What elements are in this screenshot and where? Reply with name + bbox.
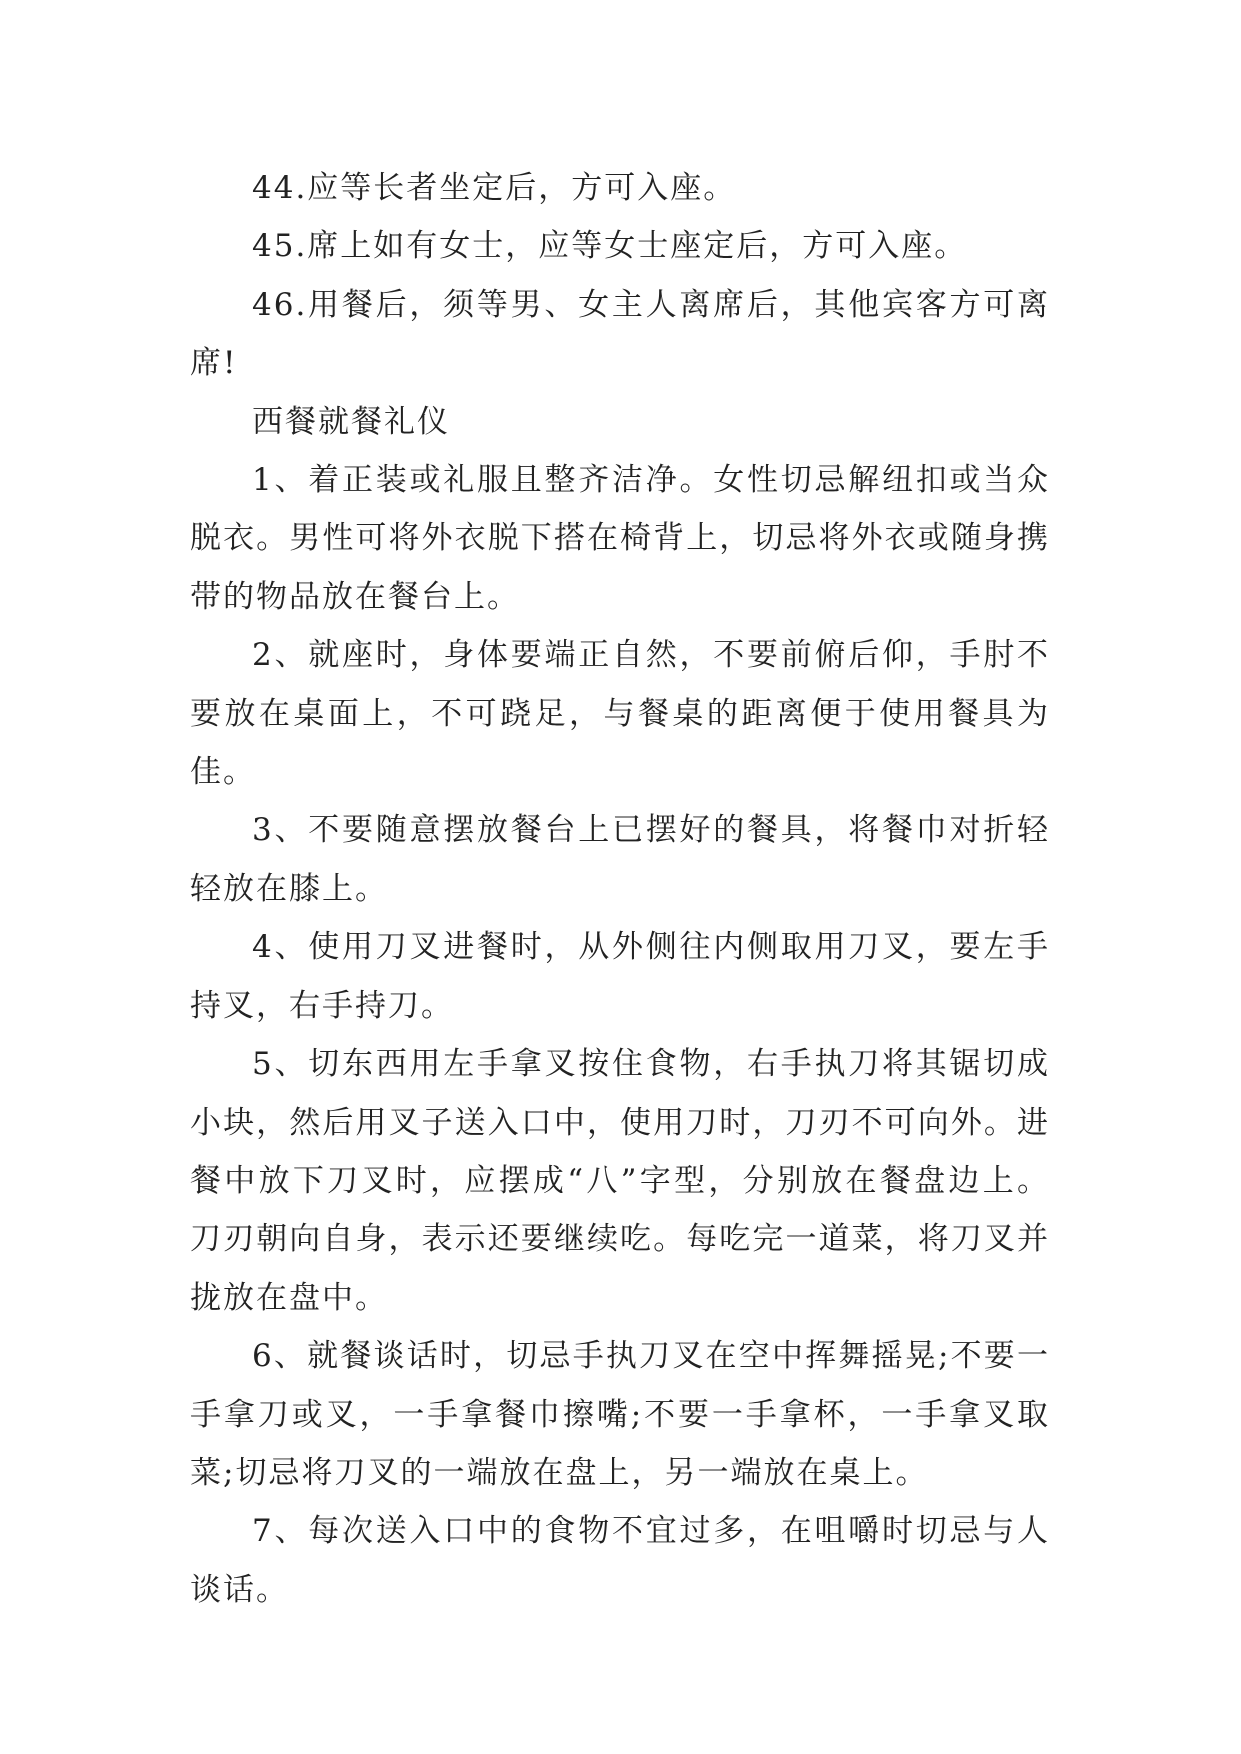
paragraph-3: 3、不要随意摆放餐台上已摆好的餐具，将餐巾对折轻轻放在膝上。: [190, 812, 1050, 907]
paragraph-7: 7、每次送入口中的食物不宜过多，在咀嚼时切忌与人谈话。: [190, 1513, 1050, 1608]
paragraph-44: 44.应等长者坐定后，方可入座。: [252, 170, 737, 206]
paragraph-46: 46.用餐后，须等男、女主人离席后，其他宾客方可离席!: [190, 286, 1050, 382]
paragraph-5: 5、切东西用左手拿叉按住食物，右手执刀将其锯切成小块，然后用叉子送入口中，使用刀时，刀刃不可向外。进餐中放下刀叉时，应摆成“八”字型，分别放在餐盘边上。刀刃朝向自身，表示还要继续吃。每吃完一道菜，将刀叉并拢放在盘中。: [190, 1046, 1050, 1316]
paragraph-2: 2、就座时，身体要端正自然，不要前俯后仰，手肘不要放在桌面上，不可跷足，与餐桌的距离便于使用餐具为佳。: [190, 637, 1050, 791]
paragraph-45: 45.席上如有女士，应等女士座定后，方可入座。: [252, 228, 968, 265]
paragraph-4: 4、使用刀叉进餐时，从外侧往内侧取用刀叉，要左手持叉，右手持刀。: [190, 929, 1050, 1024]
paragraph-1: 1、着正装或礼服且整齐洁净。女性切忌解纽扣或当众脱衣。男性可将外衣脱下搭在椅背上，切忌将外衣或随身携带的物品放在餐台上。: [190, 462, 1050, 615]
section-heading: 西餐就餐礼仪: [252, 403, 450, 440]
document-body: [190, 159, 1050, 1619]
paragraph-6: 6、就餐谈话时，切忌手执刀叉在空中挥舞摇晃;不要一手拿刀或叉，一手拿餐巾擦嘴;不要一手拿杯，一手拿叉取菜;切忌将刀叉的一端放在盘上，另一端放在桌上。: [190, 1338, 1050, 1491]
